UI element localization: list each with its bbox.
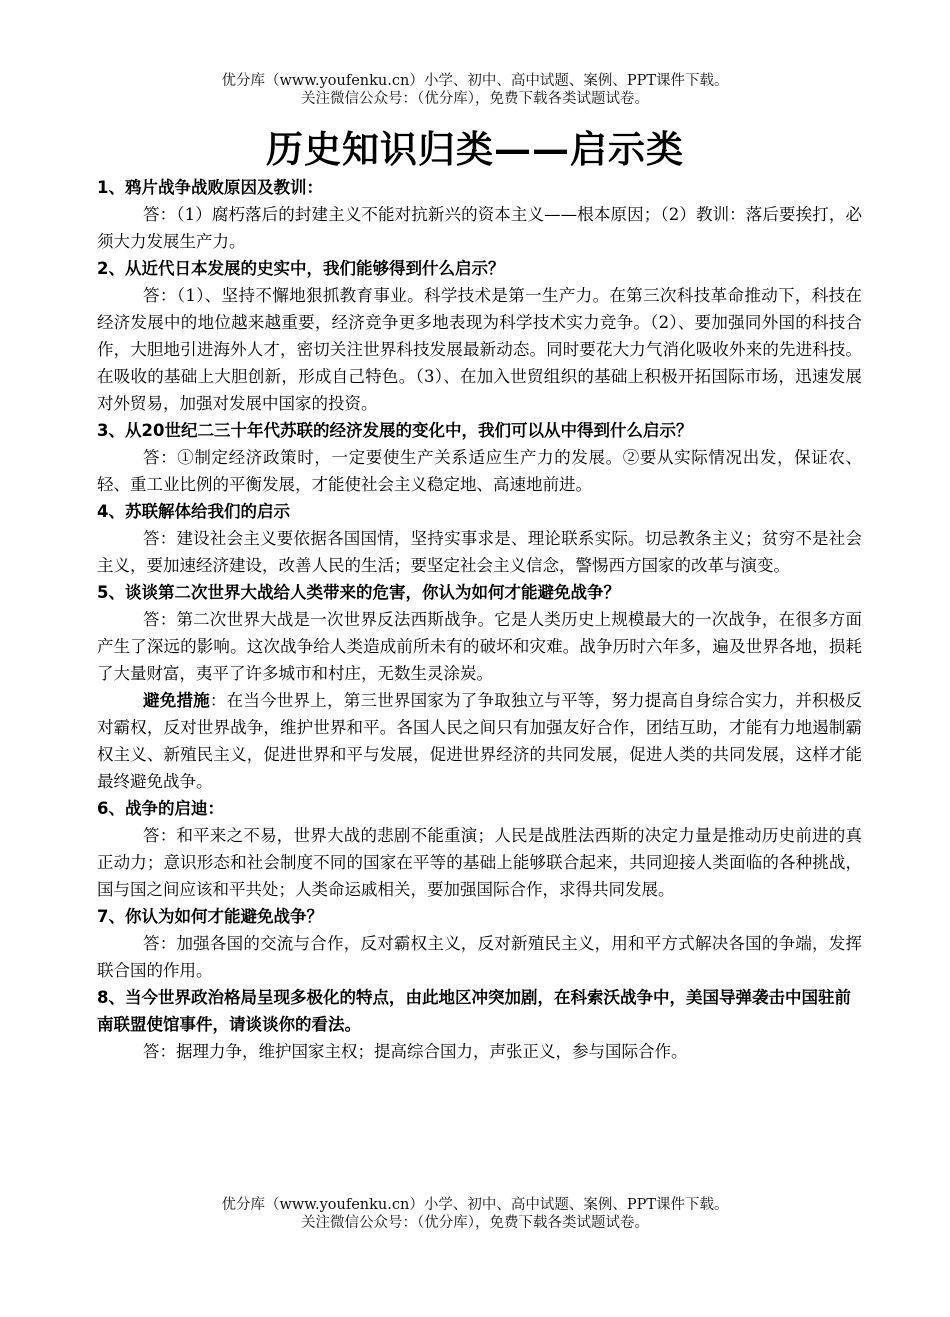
header-line-1: 优分库（www.youfenku.cn）小学、初中、高中试题、案例、PPT课件下载。 (221, 73, 729, 89)
question-2: 2、从近代日本发展的史实中，我们能够得到什么启示？ (97, 259, 505, 278)
answer-3: 答：①制定经济政策时，一定要使生产关系适应生产力的发展。②要从实际情况出发，保证农、轻、重工业比例的平衡发展，才能使社会主义稳定地、高速地前进。 (97, 448, 862, 494)
question-1: 1、鸦片战争战败原因及教训： (97, 178, 323, 197)
header-line-2: 关注微信公众号：（优分库），免费下载各类试题试卷。 (301, 91, 649, 107)
answer-4: 答：建设社会主义要依据各国国情，坚持实事求是、理论联系实际。切忌教条主义；贫穷不是社会主义，要加速经济建设，改善人民的生活；要坚定社会主义信念，警惕西方国家的改革与演变。 (97, 529, 862, 575)
question-7: 7、你认为如何才能避免战争？ (97, 907, 323, 926)
question-5: 5、谈谈第二次世界大战给人类带来的危害，你认为如何才能避免战争？ (97, 583, 620, 602)
answer-5: 答：第二次世界大战是一次世界反法西斯战争。它是人类历史上规模最大的一次战争，在很多方面产生了深远的影响。这次战争给人类造成前所未有的破坏和灾难。战争历时六年多，遍及世界各地，损耗了大量财富，夷平了许多城市和村庄，无数生灵涂炭。 (97, 610, 862, 683)
question-4: 4、苏联解体给我们的启示 (97, 502, 290, 521)
answer-2: 答：（1）、坚持不懈地狠抓教育事业。科学技术是第一生产力。在第三次科技革命推动下，科技在经济发展中的地位越来越重要，经济竞争更多地表现为科学技术实力竞争。（2）、要加强同外国的科技合作，大胆地引进海外人才，密切关注世界科技发展最新动态。同时要花大力气消化吸收外来的先进科技。在吸收的基础上大胆创新，形成自己特色。（3）、在加入世贸组织的基础上积极开拓国际市场，迅速发展对外贸易，加强对发展中国家的投资。 (97, 286, 862, 413)
question-6: 6、战争的启迪： (97, 799, 224, 818)
answer-6: 答：和平来之不易，世界大战的悲剧不能重演；人民是战胜法西斯的决定力量是推动历史前进的真正动力；意识形态和社会制度不同的国家在平等的基础上能够联合起来，共同迎接人类面临的各种挑战，国与国之间应该和平共处；人类命运戚相关，要加强国际合作，求得共同发展。 (97, 826, 862, 899)
answer-1: 答：（1）腐朽落后的封建主义不能对抗新兴的资本主义——根本原因；（2）教训：落后要挨打，必须大力发展生产力。 (97, 205, 862, 251)
page-footer (0, 1196, 950, 1232)
page-header (0, 72, 950, 108)
answer-5-measures (97, 687, 862, 795)
footer-line-1: 优分库（www.youfenku.cn）小学、初中、高中试题、案例、PPT课件下载。 (221, 1197, 729, 1213)
answer-7: 答：加强各国的交流与合作，反对霸权主义，反对新殖民主义，用和平方式解决各国的争端，发挥联合国的作用。 (97, 934, 862, 980)
question-3: 3、从20世纪二三十年代苏联的经济发展的变化中，我们可以从中得到什么启示？ (97, 421, 693, 440)
question-8: 8、当今世界政治格局呈现多极化的特点，由此地区冲突加剧，在科索沃战争中，美国导弹袭击中国驻前南联盟使馆事件，请谈谈你的看法。 (97, 988, 851, 1034)
page-title: 历史知识归类——启示类 (266, 127, 684, 171)
document-body (97, 174, 862, 1065)
measures-text: ：在当今世界上，第三世界国家为了争取独立与平等，努力提高自身综合实力，并积极反对霸权，反对世界战争，维护世界和平。各国人民之间只有加强友好合作，团结互助，才能有力地遏制霸权主义、新殖民主义，促进世界和平与发展，促进世界经济的共同发展，促进人类的共同发展，这样才能最终避免战争。 (97, 691, 863, 791)
measures-label: 避免措施 (143, 691, 210, 710)
answer-8: 答：据理力争，维护国家主权；提高综合国力，声张正义，参与国际合作。 (143, 1042, 688, 1061)
footer-line-2: 关注微信公众号：（优分库），免费下载各类试题试卷。 (301, 1215, 649, 1231)
